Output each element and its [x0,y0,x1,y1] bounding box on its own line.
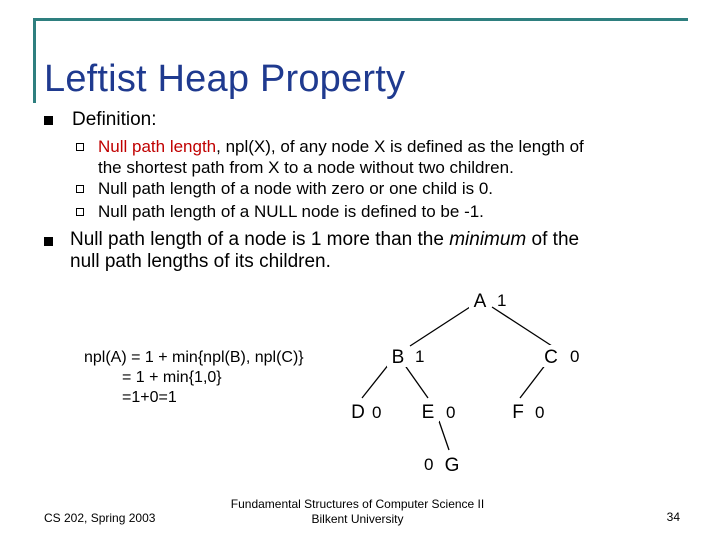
npl-rule-before: Null path length of a node is 1 more than the [70,229,450,250]
node-b-label: B [391,347,405,368]
formula-line-1: npl(A) = 1 + min{npl(B), npl(C)} [84,349,304,366]
node-d-label: D [351,402,365,423]
node-c-npl: 0 [570,347,580,366]
node-d-npl: 0 [372,403,382,422]
node-g-npl: 0 [424,455,434,474]
node-g-label: G [444,455,460,476]
node-a-label: A [473,291,487,312]
formula-line-3: =1+0=1 [122,389,177,406]
page-number: 34 [666,510,680,524]
node-e-npl: 0 [446,403,456,422]
footer-course: CS 202, Spring 2003 [44,511,156,525]
edge-a-c [492,307,552,346]
edge-a-b [410,307,470,346]
npl-rule-emphasis: minimum [449,229,527,250]
edge-b-d [362,364,389,398]
node-f-npl: 0 [535,403,545,422]
formula-line-2: = 1 + min{1,0} [122,369,222,386]
edge-e-g [439,421,449,450]
node-a-npl: 1 [497,291,507,310]
edge-c-f [520,364,546,398]
footer-course-title: Fundamental Structures of Computer Science II [230,497,485,511]
node-e-label: E [421,402,435,423]
definition-label: Definition [72,109,152,130]
npl-rule-line2: null path lengths of its children. [70,251,331,272]
edge-b-e [404,364,428,398]
definition-item-2: Null path length of a node with zero or one child is 0. [98,179,494,198]
definition-colon: : [151,109,157,130]
slide-title: Leftist Heap Property [44,58,406,100]
node-b-npl: 1 [415,347,425,366]
node-c-label: C [544,347,558,368]
footer-center [230,497,485,527]
highlight-term: Null path length [98,137,217,156]
definition-item-3: Null path length of a NULL node is defined to be -1. [98,202,484,221]
definition-item-1-rest: , npl(X), of any node X is defined as the length of [216,137,584,156]
footer-university: Bilkent University [311,512,404,526]
definition-item-1-line2: the shortest path from X to a node without two children. [98,158,514,177]
npl-rule-after: of the [526,229,580,250]
node-f-label: F [512,402,524,423]
